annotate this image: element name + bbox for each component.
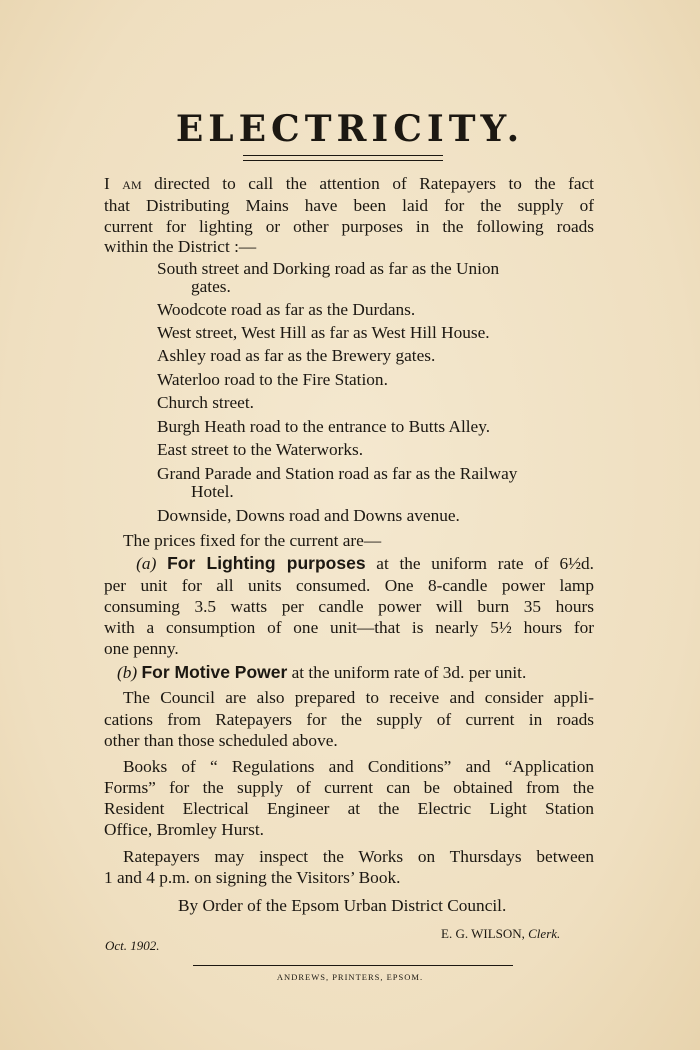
lighting-line-5: one penny. — [104, 639, 179, 658]
books-line-3: Resident Electrical Engineer at the Electric Light Station — [104, 799, 594, 818]
lighting-line-4: with a consumption of one unit—that is nearly 5½ hours for — [104, 618, 594, 637]
road-item: Downside, Downs road and Downs avenue. — [157, 506, 460, 525]
title-rule-bottom — [243, 160, 443, 161]
title-rule-top — [243, 155, 443, 156]
books-line-4: Office, Bromley Hurst. — [104, 820, 264, 839]
date: Oct. 1902. — [105, 938, 160, 953]
printer-rule — [193, 965, 513, 966]
intro-line-3: current for lighting or other purposes in the following roads — [104, 217, 594, 236]
road-item: Grand Parade and Station road as far as the Railway — [157, 464, 518, 483]
signature-role: Clerk. — [528, 926, 561, 941]
council-line-2: cations from Ratepayers for the supply of current in roads — [104, 710, 594, 729]
signature — [441, 923, 560, 945]
intro-line-1: I AM directed to call the attention of Ratepayers to the fact — [104, 174, 594, 193]
notice-title: ELECTRICITY. — [175, 108, 525, 150]
prices-intro: The prices fixed for the current are— — [123, 531, 382, 550]
road-item: East street to the Waterworks. — [157, 440, 364, 459]
council-line-3: other than those scheduled above. — [104, 731, 338, 750]
intro-line-2: that Distributing Mains have been laid for the supply of — [104, 196, 594, 215]
road-item-continuation: gates. — [191, 277, 231, 296]
lighting-line-1: (a) For Lighting purposes at the uniform rate of 6½d. — [136, 553, 595, 573]
lighting-marker: (a) — [136, 554, 157, 573]
road-item: West street, West Hill as far as West Hill House. — [157, 323, 490, 342]
printer-imprint: ANDREWS, PRINTERS, EPSOM. — [276, 972, 424, 982]
signature-name: E. G. WILSON, — [441, 926, 525, 941]
intro-line-4: within the District :— — [104, 237, 257, 256]
books-line-2: Forms” for the supply of current can be obtained from the — [104, 778, 594, 797]
order-line: By Order of the Epsom Urban District Council. — [178, 896, 507, 915]
council-line-1: The Council are also prepared to receive and consider appli- — [123, 688, 594, 707]
lighting-heading: For Lighting purposes — [167, 553, 366, 573]
road-item: Waterloo road to the Fire Station. — [157, 370, 388, 389]
road-item: Woodcote road as far as the Durdans. — [157, 300, 416, 319]
road-item: Church street. — [157, 393, 254, 412]
motive-heading: For Motive Power — [141, 662, 288, 682]
road-item-continuation: Hotel. — [191, 482, 234, 501]
books-line-1: Books of “ Regulations and Conditions” and “Application — [123, 757, 594, 776]
road-item: Burgh Heath road to the entrance to Butts Alley. — [157, 417, 491, 436]
inspect-line-2: 1 and 4 p.m. on signing the Visitors’ Book. — [104, 868, 401, 887]
motive-marker: (b) — [116, 663, 138, 682]
lighting-line-2: per unit for all units consumed. One 8-candle power lamp — [104, 576, 594, 595]
lighting-line-3: consuming 3.5 watts per candle power will burn 35 hours — [104, 597, 594, 616]
road-item: South street and Dorking road as far as the Union — [157, 259, 500, 278]
motive-line: (b) For Motive Power at the uniform rate of 3d. per unit. — [116, 662, 527, 682]
inspect-line-1: Ratepayers may inspect the Works on Thursdays between — [123, 847, 594, 866]
road-item: Ashley road as far as the Brewery gates. — [157, 346, 436, 365]
